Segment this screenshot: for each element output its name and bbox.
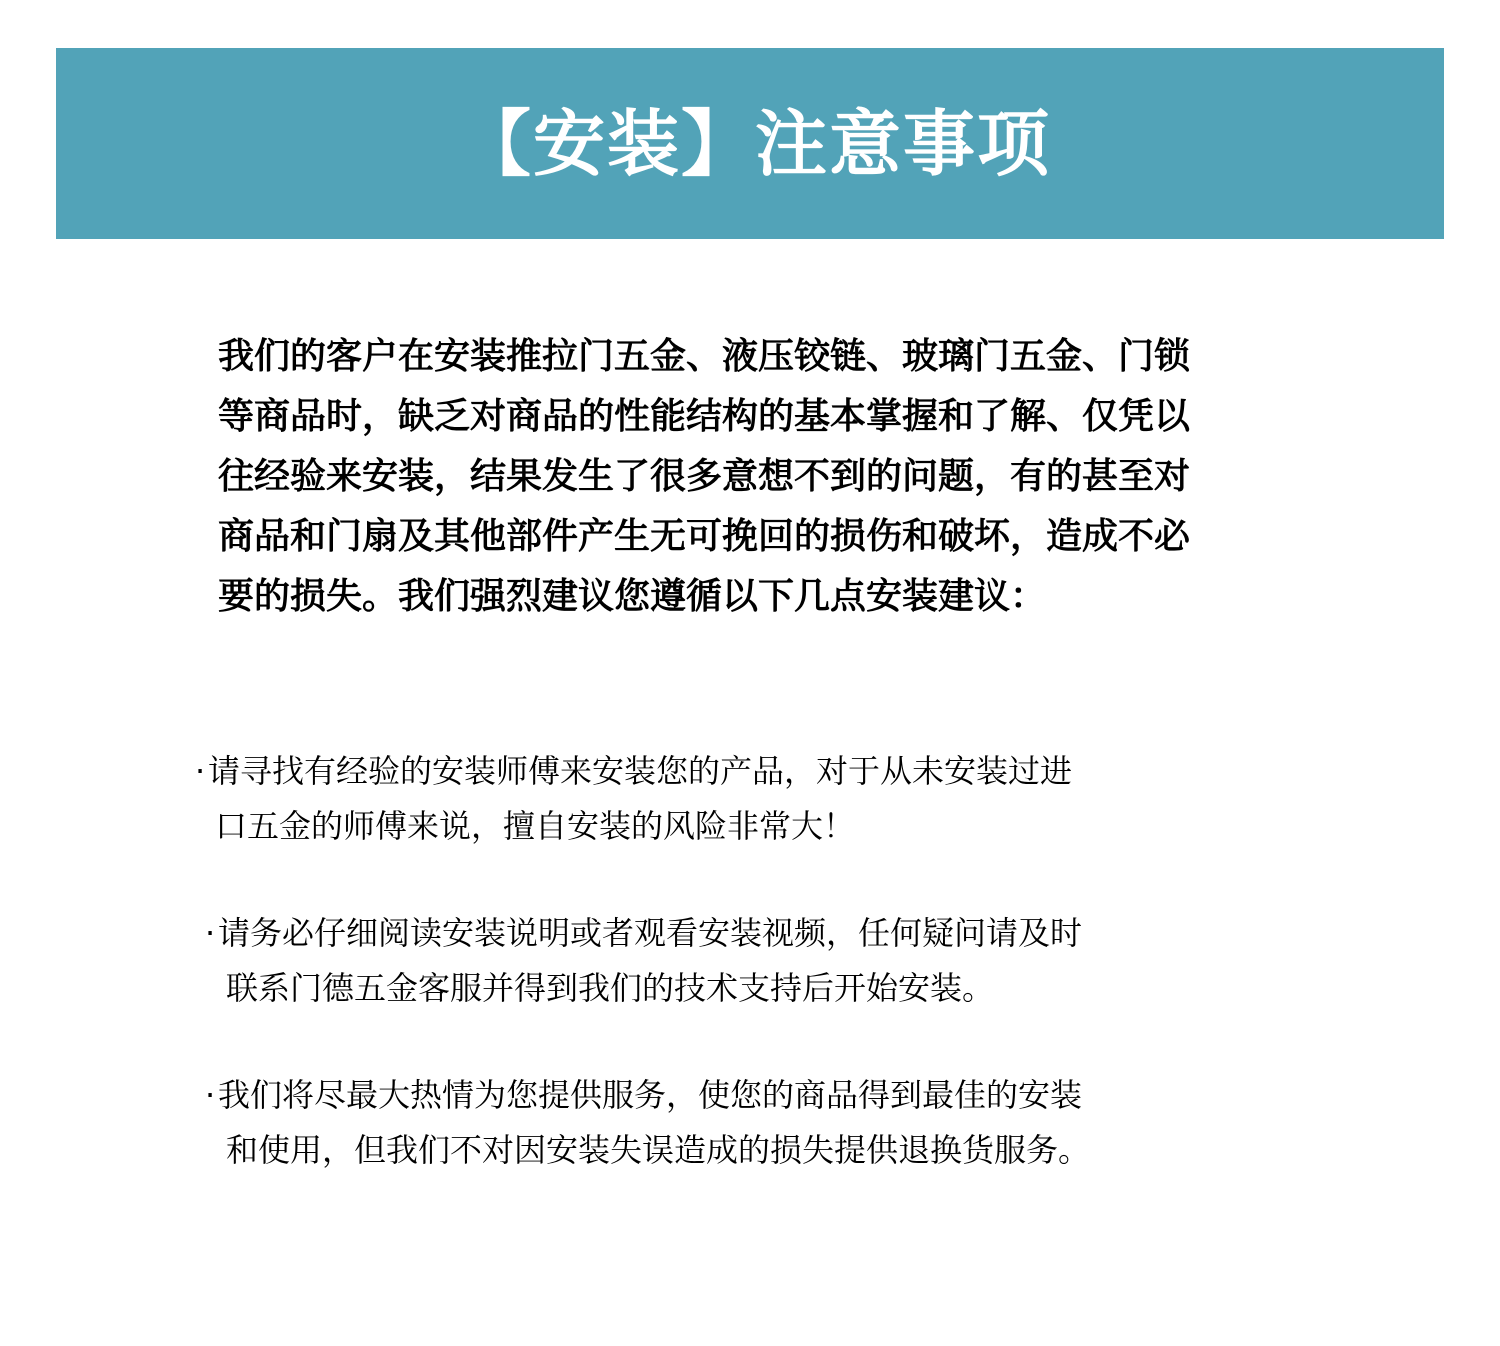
intro-line: 往经验来安装，结果发生了很多意想不到的问题，有的甚至对 bbox=[218, 456, 1191, 497]
page-title: 【安装】注意事项 bbox=[458, 101, 1051, 186]
bullet-text-line: 和使用，但我们不对因安装失误造成的损失提供退换货服务。 bbox=[226, 1131, 1091, 1169]
bullet-item bbox=[205, 906, 1082, 1016]
bullet-text-line: 我们将尽最大热情为您提供服务，使您的商品得到最佳的安装 bbox=[218, 1076, 1083, 1114]
bullet-text-line: 请务必仔细阅读安装说明或者观看安装视频，任何疑问请及时 bbox=[218, 914, 1083, 952]
intro-line: 要的损失。我们强烈建议您遵循以下几点安装建议： bbox=[218, 576, 1047, 617]
title-banner bbox=[56, 48, 1444, 239]
bullet-text-line: 联系门德五金客服并得到我们的技术支持后开始安装。 bbox=[226, 969, 995, 1007]
bullet-item bbox=[195, 744, 1072, 854]
intro-line: 商品和门扇及其他部件产生无可挽回的损伤和破坏，造成不必 bbox=[218, 516, 1191, 557]
bullet-text-line: 请寻找有经验的安装师傅来安装您的产品，对于从未安装过进 bbox=[208, 752, 1073, 790]
bullet-item bbox=[205, 1068, 1090, 1178]
bullet-marker: · bbox=[205, 1076, 216, 1114]
bullet-marker: · bbox=[205, 914, 216, 952]
intro-paragraph bbox=[218, 327, 1298, 627]
bullet-marker: · bbox=[195, 752, 206, 790]
intro-line: 我们的客户在安装推拉门五金、液压铰链、玻璃门五金、门锁 bbox=[218, 336, 1191, 377]
bullet-text-line: 口五金的师傅来说，擅自安装的风险非常大！ bbox=[215, 807, 856, 845]
intro-line: 等商品时，缺乏对商品的性能结构的基本掌握和了解、仅凭以 bbox=[218, 396, 1191, 437]
